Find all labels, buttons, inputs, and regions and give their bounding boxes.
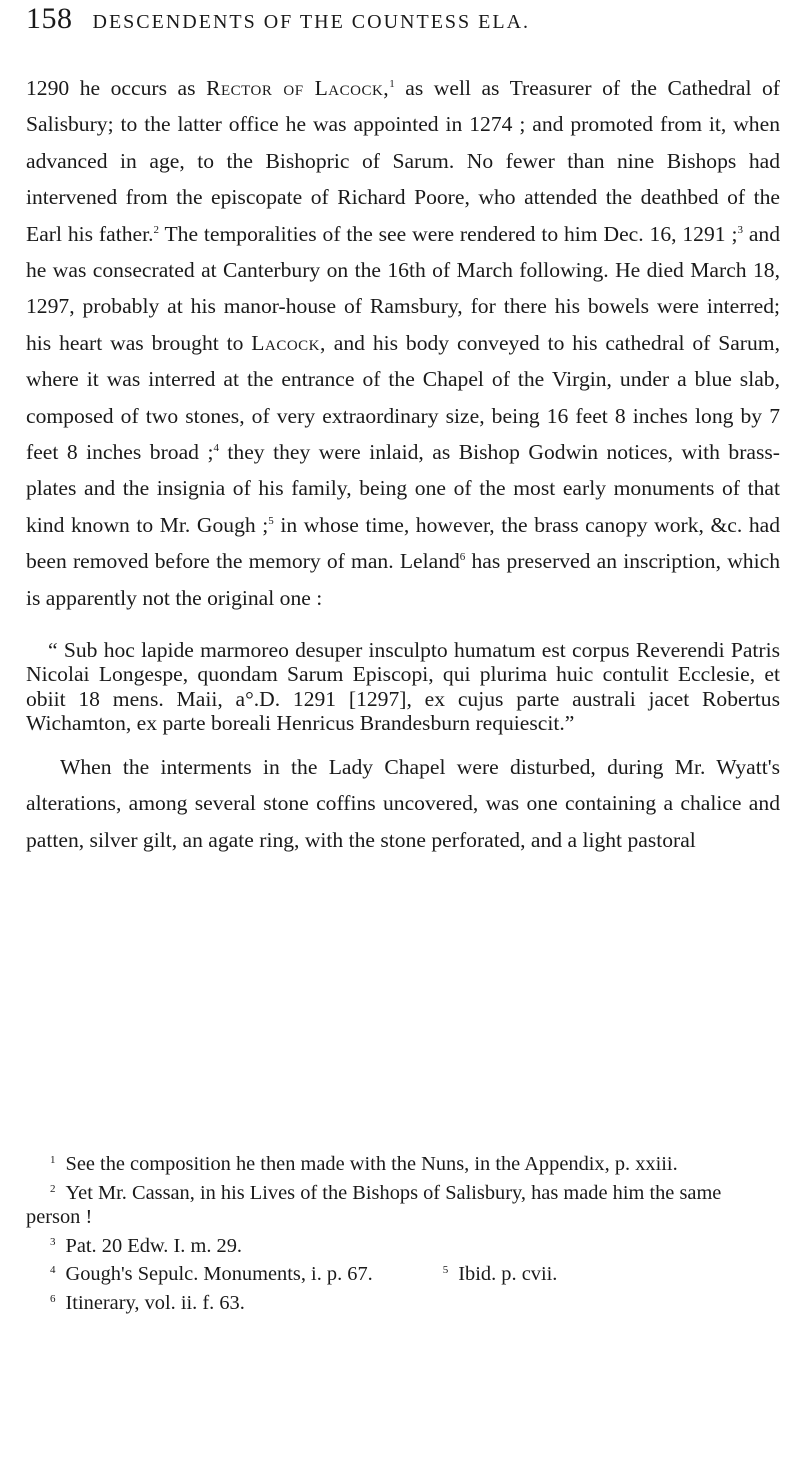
- text-run: and his body conveyed to his cathedral of Sarum, where it was interred at the entrance of the Chapel of the Virgin, under a blue slab, composed of two stones, of very extraordinary size, being 16 feet 8 inches long by 7 feet 8 inches broad ;: [26, 330, 780, 465]
- inscription-quote: [26, 638, 780, 735]
- text-run: as well as Treasurer of the Cathedral of Salisbury; to the latter office he was appointed in 1274 ; and promoted from it, when advanced in age, to the Bishopric of Sarum. No fewer than nine Bishops had intervened from the episcopate of Richard Poore, who attended the deathbed of the Earl his father.: [26, 76, 780, 246]
- lacock-smallcaps: Lacock,: [251, 330, 326, 355]
- text-run: in whose time, however, the brass canopy work, &c. had been removed before the memory of man. Leland: [26, 512, 781, 574]
- footnote-text: Pat. 20 Edw. I. m. 29.: [65, 1234, 243, 1257]
- footnote-3: [26, 1230, 780, 1259]
- rector-of-lacock: Rector of Lacock,: [206, 76, 390, 100]
- footnote-text: Ibid. p. cvii.: [458, 1263, 558, 1285]
- footnote-6: [26, 1287, 780, 1316]
- footnotes: [26, 1148, 780, 1315]
- text-run: The temporalities of the see were rendered to him Dec. 16, 1291 ;: [158, 221, 738, 246]
- footnote-number: 5: [442, 1264, 449, 1276]
- main-text: [26, 70, 780, 858]
- footnote-text: Yet Mr. Cassan, in his Lives of the Bishops of Salisbury, has made him the same person !: [26, 1181, 722, 1228]
- text-run: they they were inlaid, as Bishop Godwin notices, with brass-plates and the insignia of his family, being one of the most early monuments of that kind known to Mr. Gough ;: [26, 440, 780, 537]
- footnote-text: See the composition he then made with the Nuns, in the Appendix, p. xxiii.: [65, 1153, 678, 1175]
- page-number: 158: [26, 2, 73, 35]
- text-run: has preserved an inscription, which is apparently not the original one :: [26, 549, 780, 610]
- footnote-ref-5: 5: [268, 514, 274, 527]
- running-title: DESCENDENTS OF THE COUNTESS ELA.: [92, 11, 531, 33]
- footnote-2: [26, 1177, 780, 1230]
- footnote-ref-4: 4: [213, 442, 219, 455]
- footnote-number: 2: [50, 1182, 56, 1195]
- text-run: 1290 he occurs as: [26, 76, 207, 100]
- footnote-ref-2: 2: [153, 223, 159, 236]
- footnote-row-4-5: [26, 1258, 780, 1287]
- footnote-number: 6: [50, 1292, 56, 1305]
- text-run: and he was consecrated at Canterbury on the 16th of March following. He died March 18, 1297, probably at his manor-house of Ramsbury, for there his bowels were interred; his heart was brought to: [26, 221, 781, 355]
- quote-open: “: [48, 638, 64, 663]
- paragraph-2: When the interments in the Lady Chapel were disturbed, during Mr. Wyatt's alterations, among several stone coffins uncovered, was one containing a chalice and patten, silver gilt, an agate ring, with the stone perforated, and a light pastoral: [26, 754, 780, 852]
- footnote-text: Itinerary, vol. ii. f. 63.: [65, 1291, 245, 1314]
- footnote-ref-1: 1: [389, 78, 395, 90]
- quote-text: Sub hoc lapide marmoreo desuper insculpto humatum est corpus Reverendi Patris Nicolai Longespe, quondam Sarum Episcopi, qui plurima huic contulit Ecclesie, et obiit 18 mens. Maii, a°.D. 1291 [1297], ex cujus parte australi jacet Robertus Wichamton, ex parte boreali Henricus Brandesburn requiescit.”: [26, 638, 781, 735]
- footnote-ref-6: 6: [459, 551, 466, 564]
- footnote-ref-3: 3: [737, 223, 743, 236]
- footnote-text: Gough's Sepulc. Monuments, i. p. 67.: [65, 1263, 373, 1285]
- page-header: [26, 2, 786, 38]
- footnote-4: [26, 1258, 373, 1287]
- footnote-5: [419, 1258, 558, 1287]
- footnote-number: 1: [50, 1154, 56, 1166]
- footnote-1: [26, 1148, 780, 1177]
- footnote-number: 3: [50, 1235, 56, 1248]
- footnote-number: 4: [50, 1264, 56, 1276]
- paragraph-1: [26, 70, 780, 616]
